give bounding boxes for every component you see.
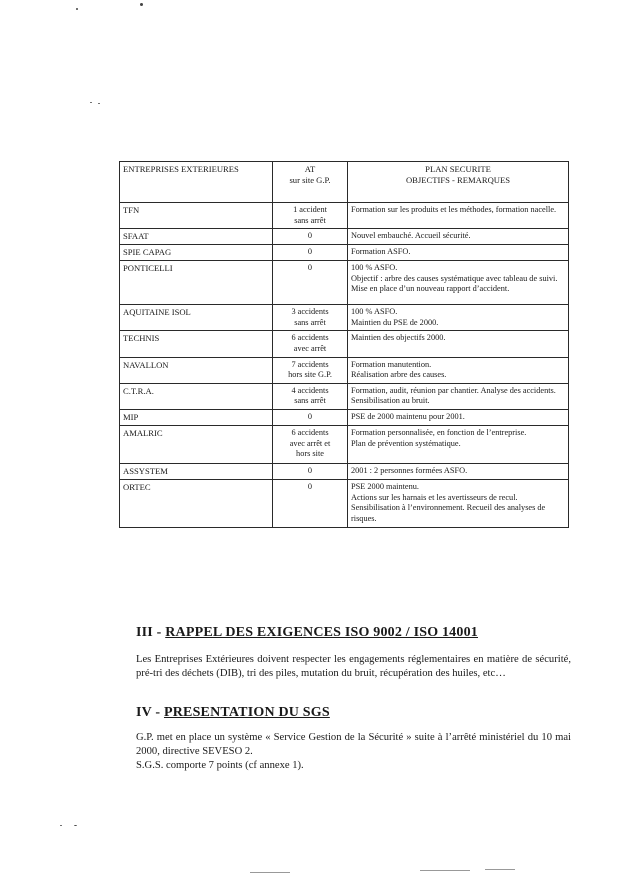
accident-count bbox=[273, 331, 348, 357]
remark-line: Sensibilisation à l’environnement. Recueil des analyses de risques. bbox=[351, 503, 546, 523]
accident-count bbox=[273, 426, 348, 464]
remark-line: Formation ASFO. bbox=[351, 247, 411, 257]
company-name: SFAAT bbox=[120, 229, 273, 245]
table-row bbox=[120, 410, 569, 426]
company-name: C.T.R.A. bbox=[120, 383, 273, 409]
company-name: ASSYSTEM bbox=[120, 464, 273, 480]
accident-line: sans arrêt bbox=[294, 396, 326, 406]
accident-line: 6 accidents bbox=[291, 333, 329, 343]
safety-plan-table bbox=[119, 161, 569, 528]
remark-line: 100 % ASFO. bbox=[351, 263, 398, 273]
accident-line: hors site bbox=[296, 449, 324, 459]
accident-line: 0 bbox=[307, 263, 313, 273]
table-row bbox=[120, 305, 569, 331]
safety-remarks bbox=[348, 383, 569, 409]
paragraph: S.G.S. comporte 7 points (cf annexe 1). bbox=[136, 760, 304, 771]
scan-speck bbox=[250, 872, 290, 873]
accident-line: 0 bbox=[307, 231, 313, 241]
remark-line: Mise en place d’un nouveau rapport d’accident. bbox=[351, 284, 510, 294]
table-row bbox=[120, 383, 569, 409]
accident-line: sans arrêt bbox=[294, 317, 326, 327]
company-name: AMALRIC bbox=[120, 426, 273, 464]
safety-remarks bbox=[348, 261, 569, 305]
company-name: MIP bbox=[120, 410, 273, 426]
company-name: AQUITAINE ISOL bbox=[120, 305, 273, 331]
safety-remarks bbox=[348, 229, 569, 245]
section-3-body bbox=[136, 653, 571, 681]
company-name: ORTEC bbox=[120, 480, 273, 527]
header-plan-line: PLAN SECURITE bbox=[425, 164, 491, 174]
table-row bbox=[120, 480, 569, 527]
company-name: TECHNIS bbox=[120, 331, 273, 357]
safety-remarks bbox=[348, 331, 569, 357]
table-header-row bbox=[120, 162, 569, 203]
accident-count bbox=[273, 203, 348, 229]
remark-line: Objectif : arbre des causes systématique avec tableau de suivi. bbox=[351, 273, 558, 283]
accident-count bbox=[273, 245, 348, 261]
accident-line: sans arrêt bbox=[294, 215, 326, 225]
safety-remarks bbox=[348, 464, 569, 480]
remark-line: Réalisation arbre des causes. bbox=[351, 370, 447, 380]
section-title: RAPPEL DES EXIGENCES ISO 9002 / ISO 14001 bbox=[165, 625, 478, 640]
header-entreprises: ENTREPRISES EXTERIEURES bbox=[120, 162, 273, 203]
remark-line: 2001 : 2 personnes formées ASFO. bbox=[351, 466, 468, 476]
header-at bbox=[273, 162, 348, 203]
safety-remarks bbox=[348, 410, 569, 426]
accident-count bbox=[273, 410, 348, 426]
safety-remarks bbox=[348, 203, 569, 229]
company-name: TFN bbox=[120, 203, 273, 229]
remark-line: Formation, audit, réunion par chantier. Analyse des accidents. Sensibilisation au bruit. bbox=[351, 385, 556, 406]
header-at-line: sur site G.P. bbox=[289, 175, 331, 185]
safety-remarks bbox=[348, 480, 569, 527]
scan-speck bbox=[98, 103, 100, 104]
accident-line: 3 accidents bbox=[291, 307, 329, 317]
accident-count bbox=[273, 261, 348, 305]
safety-remarks bbox=[348, 305, 569, 331]
remark-line: Formation manutention. bbox=[351, 359, 432, 369]
company-name: NAVALLON bbox=[120, 357, 273, 383]
section-number: IV - bbox=[136, 705, 164, 720]
section-heading-4 bbox=[136, 705, 330, 721]
remark-line: Actions sur les harnais et les avertisseurs de recul. bbox=[351, 492, 518, 502]
scan-speck bbox=[140, 3, 143, 6]
scan-speck bbox=[420, 870, 470, 871]
table-row bbox=[120, 357, 569, 383]
table-row bbox=[120, 426, 569, 464]
accident-line: avec arrêt bbox=[293, 344, 327, 354]
safety-remarks bbox=[348, 245, 569, 261]
accident-count bbox=[273, 357, 348, 383]
accident-line: 7 accidents bbox=[291, 359, 329, 369]
table-row bbox=[120, 229, 569, 245]
remark-line: Plan de prévention systématique. bbox=[351, 438, 461, 448]
remark-line: Maintien du PSE de 2000. bbox=[351, 317, 439, 327]
paragraph: Les Entreprises Extérieures doivent respecter les engagements réglementaires en matière de sécurité, pré-tri des déchets (DIB), tri des piles, mutation du bruit, récupération des huiles, etc… bbox=[136, 654, 571, 679]
section-number: III - bbox=[136, 625, 166, 640]
section-4-body bbox=[136, 731, 571, 773]
remark-line: 100 % ASFO. bbox=[351, 307, 398, 317]
section-heading-3 bbox=[136, 625, 478, 641]
paragraph: G.P. met en place un système « Service Gestion de la Sécurité » suite à l’arrêté ministériel du 10 mai 2000, directive SEVESO 2. bbox=[136, 732, 571, 757]
accident-count bbox=[273, 229, 348, 245]
accident-count bbox=[273, 305, 348, 331]
table-row bbox=[120, 261, 569, 305]
accident-count bbox=[273, 383, 348, 409]
accident-line: 6 accidents bbox=[291, 428, 329, 438]
header-plan bbox=[348, 162, 569, 203]
company-name: SPIE CAPAG bbox=[120, 245, 273, 261]
company-name: PONTICELLI bbox=[120, 261, 273, 305]
remark-line: Formation personnalisée, en fonction de l’entreprise. bbox=[351, 428, 527, 438]
remark-line: Nouvel embauché. Accueil sécurité. bbox=[351, 231, 471, 241]
remark-line: PSE de 2000 maintenu pour 2001. bbox=[351, 412, 465, 422]
remark-line: Formation sur les produits et les méthodes, formation nacelle. bbox=[351, 205, 557, 214]
scan-speck bbox=[485, 869, 515, 870]
safety-remarks bbox=[348, 426, 569, 464]
accident-count bbox=[273, 464, 348, 480]
accident-line: 0 bbox=[307, 482, 313, 492]
table-row bbox=[120, 203, 569, 229]
table-row bbox=[120, 245, 569, 261]
table-row bbox=[120, 464, 569, 480]
accident-line: 0 bbox=[307, 247, 313, 257]
accident-line: avec arrêt et bbox=[289, 438, 331, 448]
scan-speck bbox=[74, 825, 77, 826]
accident-line: 1 accident bbox=[293, 205, 327, 214]
table-body bbox=[120, 203, 569, 528]
accident-count bbox=[273, 480, 348, 527]
accident-line: hors site G.P. bbox=[288, 370, 332, 380]
remark-line: Maintien des objectifs 2000. bbox=[351, 333, 446, 343]
accident-line: 4 accidents bbox=[291, 385, 329, 395]
scan-speck bbox=[90, 102, 92, 103]
safety-remarks bbox=[348, 357, 569, 383]
scan-speck bbox=[60, 825, 62, 826]
table-row bbox=[120, 331, 569, 357]
header-at-line: AT bbox=[304, 164, 316, 174]
scan-speck bbox=[76, 8, 78, 10]
header-plan-line: OBJECTIFS - REMARQUES bbox=[405, 175, 511, 185]
accident-line: 0 bbox=[307, 466, 313, 476]
accident-line: 0 bbox=[307, 412, 313, 422]
remark-line: PSE 2000 maintenu. bbox=[351, 482, 419, 492]
section-title: PRESENTATION DU SGS bbox=[163, 705, 330, 720]
